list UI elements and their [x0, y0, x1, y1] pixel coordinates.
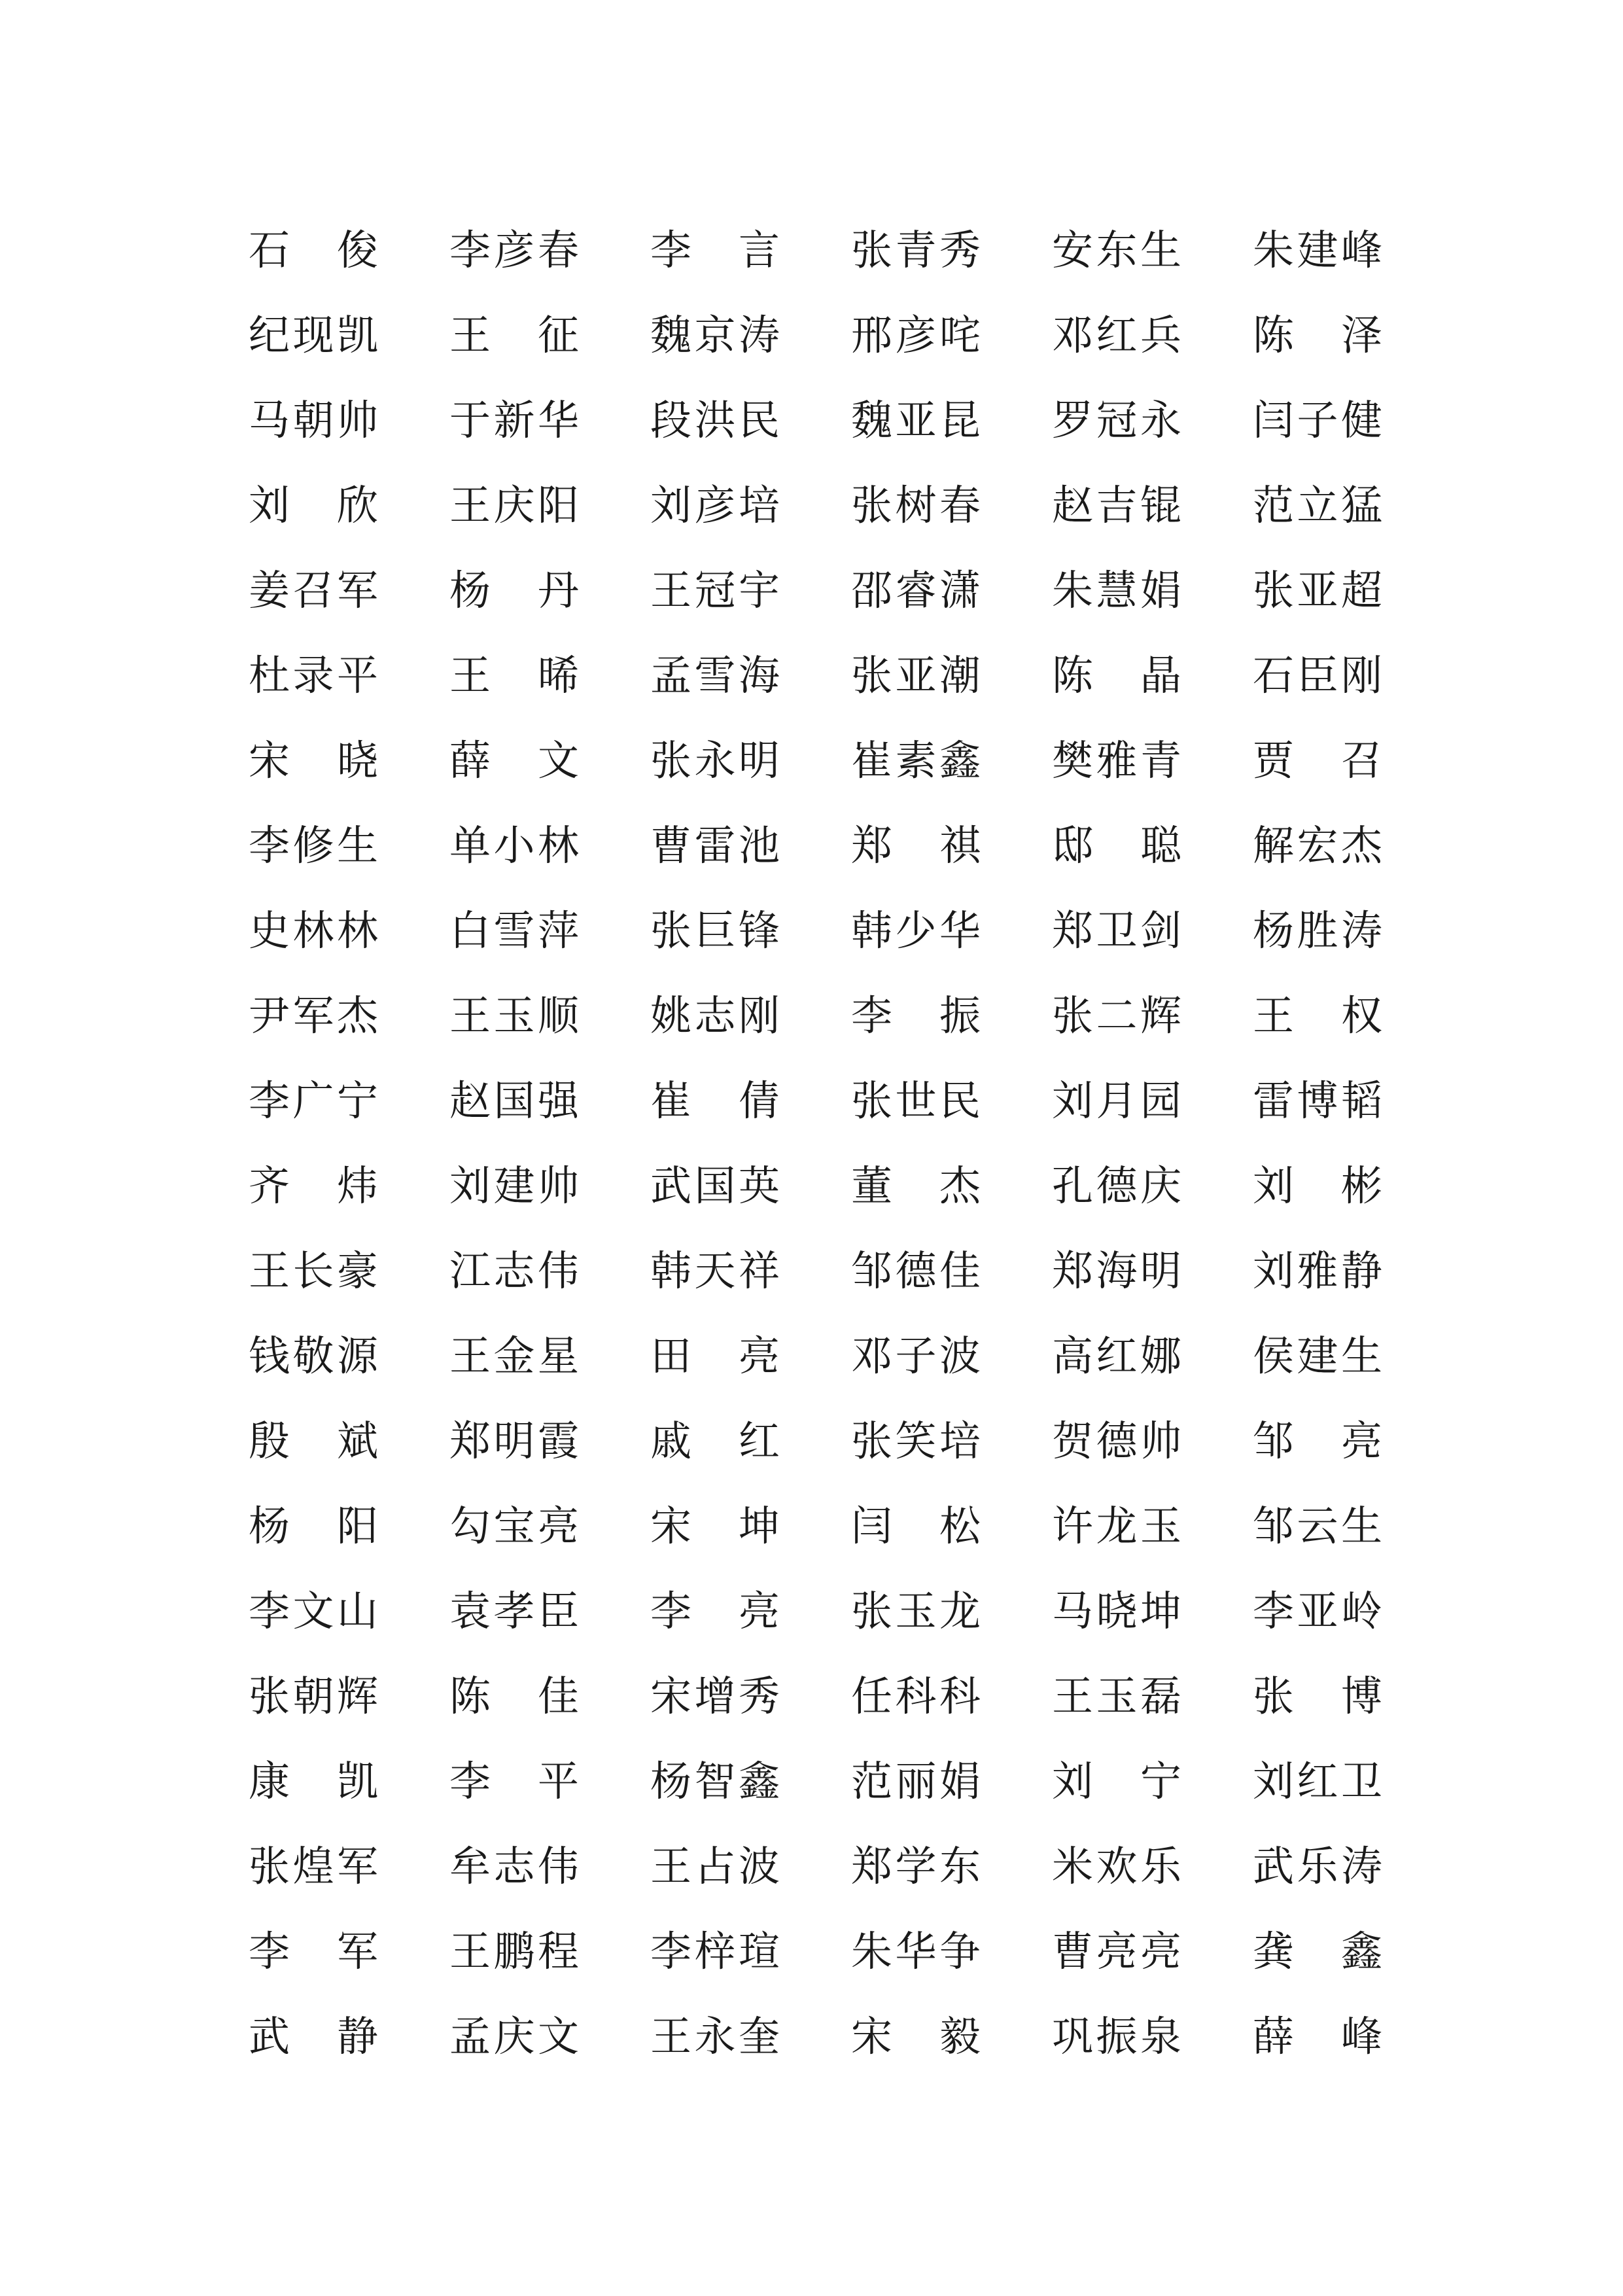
name-entry: 曹 亮 亮 [1052, 1928, 1181, 1975]
name-entry: 邹 德 佳 [851, 1247, 981, 1295]
name-entry: 刘 建 帅 [449, 1162, 579, 1210]
name-entry: 张 二 辉 [1052, 992, 1181, 1040]
name-entry: 邓 子 波 [851, 1332, 981, 1380]
name-row [249, 1399, 1400, 1484]
name-entry: 李 军 [249, 1928, 378, 1975]
name-entry: 王 金 星 [449, 1332, 579, 1380]
name-row [249, 1654, 1400, 1739]
name-entry: 马 晓 坤 [1052, 1587, 1181, 1635]
name-entry: 范 丽 娟 [851, 1757, 981, 1805]
name-entry: 王 长 豪 [249, 1247, 378, 1295]
name-entry: 段 洪 民 [650, 397, 780, 444]
name-entry: 刘 宁 [1052, 1757, 1181, 1805]
name-entry: 王 权 [1253, 992, 1382, 1040]
name-entry: 王 冠 宇 [650, 567, 780, 614]
name-entry: 张 永 明 [650, 737, 780, 785]
name-entry: 李 彦 春 [449, 226, 579, 274]
name-entry: 田 亮 [650, 1332, 780, 1380]
name-entry: 刘 雅 静 [1253, 1247, 1382, 1295]
name-entry: 勾 宝 亮 [449, 1502, 579, 1550]
name-entry: 范 立 猛 [1253, 482, 1382, 529]
name-entry: 宋 增 秀 [650, 1672, 780, 1720]
name-entry: 韩 天 祥 [650, 1247, 780, 1295]
name-entry: 崔 倩 [650, 1077, 780, 1125]
name-entry: 薛 文 [449, 737, 579, 785]
name-entry: 邹 亮 [1253, 1417, 1382, 1465]
name-entry: 尹 军 杰 [249, 992, 378, 1040]
name-entry: 史 林 林 [249, 907, 378, 955]
name-row [249, 718, 1400, 804]
name-entry: 闫 松 [851, 1502, 981, 1550]
name-entry: 李 修 生 [249, 822, 378, 870]
name-entry: 李 梓 瑄 [650, 1928, 780, 1975]
name-entry: 张 煌 军 [249, 1843, 378, 1890]
name-row [249, 974, 1400, 1059]
name-entry: 石 臣 刚 [1253, 652, 1382, 699]
name-entry: 姚 志 刚 [650, 992, 780, 1040]
name-entry: 马 朝 帅 [249, 397, 378, 444]
name-entry: 刘 红 卫 [1253, 1757, 1382, 1805]
name-entry: 杨 智 鑫 [650, 1757, 780, 1805]
name-entry: 钱 敬 源 [249, 1332, 378, 1380]
name-entry: 王 鹏 程 [449, 1928, 579, 1975]
name-entry: 杨 胜 涛 [1253, 907, 1382, 955]
name-entry: 张 亚 潮 [851, 652, 981, 699]
name-entry: 雷 博 韬 [1253, 1077, 1382, 1125]
name-entry: 贾 召 [1253, 737, 1382, 785]
name-entry: 崔 素 鑫 [851, 737, 981, 785]
name-entry: 袁 孝 臣 [449, 1587, 579, 1635]
name-entry: 孟 庆 文 [449, 2013, 579, 2060]
name-row [249, 1569, 1400, 1654]
name-entry: 刘 彦 培 [650, 482, 780, 529]
name-entry: 王 征 [449, 311, 579, 359]
name-entry: 郑 卫 剑 [1052, 907, 1181, 955]
name-entry: 韩 少 华 [851, 907, 981, 955]
name-entry: 赵 国 强 [449, 1077, 579, 1125]
name-entry: 罗 冠 永 [1052, 397, 1181, 444]
name-entry: 赵 吉 锟 [1052, 482, 1181, 529]
name-entry: 张 玉 龙 [851, 1587, 981, 1635]
name-entry: 李 文 山 [249, 1587, 378, 1635]
name-entry: 朱 华 争 [851, 1928, 981, 1975]
name-row [249, 208, 1400, 293]
name-entry: 江 志 伟 [449, 1247, 579, 1295]
name-entry: 张 世 民 [851, 1077, 981, 1125]
name-entry: 宋 晓 [249, 737, 378, 785]
name-entry: 李 亮 [650, 1587, 780, 1635]
name-entry: 王 晞 [449, 652, 579, 699]
name-entry: 魏 亚 昆 [851, 397, 981, 444]
name-entry: 武 国 英 [650, 1162, 780, 1210]
name-entry: 殷 斌 [249, 1417, 378, 1465]
name-entry: 陈 泽 [1253, 311, 1382, 359]
name-entry: 解 宏 杰 [1253, 822, 1382, 870]
name-row [249, 633, 1400, 718]
name-entry: 武 静 [249, 2013, 378, 2060]
name-entry: 孟 雪 海 [650, 652, 780, 699]
name-entry: 王 玉 磊 [1052, 1672, 1181, 1720]
name-entry: 杜 录 平 [249, 652, 378, 699]
name-entry: 张 亚 超 [1253, 567, 1382, 614]
name-row [249, 1059, 1400, 1144]
name-entry: 魏 京 涛 [650, 311, 780, 359]
name-row [249, 1739, 1400, 1824]
name-entry: 纪 现 凯 [249, 311, 378, 359]
name-entry: 王 永 奎 [650, 2013, 780, 2060]
name-entry: 李 亚 岭 [1253, 1587, 1382, 1635]
name-entry: 石 俊 [249, 226, 378, 274]
name-row [249, 1229, 1400, 1314]
name-entry: 刘 欣 [249, 482, 378, 529]
name-entry: 武 乐 涛 [1253, 1843, 1382, 1890]
name-entry: 郑 明 霞 [449, 1417, 579, 1465]
name-entry: 高 红 娜 [1052, 1332, 1181, 1380]
name-entry: 杨 丹 [449, 567, 579, 614]
name-entry: 龚 鑫 [1253, 1928, 1382, 1975]
name-row [249, 1909, 1400, 1994]
name-entry: 邸 聪 [1052, 822, 1181, 870]
name-entry: 邹 云 生 [1253, 1502, 1382, 1550]
name-entry: 许 龙 玉 [1052, 1502, 1181, 1550]
name-entry: 李 言 [650, 226, 780, 274]
name-entry: 闫 子 健 [1253, 397, 1382, 444]
name-entry: 刘 彬 [1253, 1162, 1382, 1210]
name-row [249, 293, 1400, 378]
name-entry: 单 小 林 [449, 822, 579, 870]
name-entry: 朱 建 峰 [1253, 226, 1382, 274]
name-entry: 米 欢 乐 [1052, 1843, 1181, 1890]
name-entry: 樊 雅 青 [1052, 737, 1181, 785]
name-entry: 郑 祺 [851, 822, 981, 870]
name-entry: 贺 德 帅 [1052, 1417, 1181, 1465]
name-entry: 张 朝 辉 [249, 1672, 378, 1720]
name-entry: 董 杰 [851, 1162, 981, 1210]
name-entry: 邓 红 兵 [1052, 311, 1181, 359]
name-entry: 李 振 [851, 992, 981, 1040]
name-entry: 张 博 [1253, 1672, 1382, 1720]
name-entry: 于 新 华 [449, 397, 579, 444]
name-list [249, 208, 1400, 2079]
name-entry: 张 树 春 [851, 482, 981, 529]
name-entry: 曹 雷 池 [650, 822, 780, 870]
name-entry: 侯 建 生 [1253, 1332, 1382, 1380]
name-row [249, 1314, 1400, 1399]
name-entry: 刘 月 园 [1052, 1077, 1181, 1125]
name-entry: 张 青 秀 [851, 226, 981, 274]
name-row [249, 1144, 1400, 1229]
name-entry: 李 广 宁 [249, 1077, 378, 1125]
name-row [249, 1994, 1400, 2079]
name-entry: 孔 德 庆 [1052, 1162, 1181, 1210]
name-entry: 郑 海 明 [1052, 1247, 1181, 1295]
name-entry: 牟 志 伟 [449, 1843, 579, 1890]
name-row [249, 548, 1400, 633]
name-entry: 陈 佳 [449, 1672, 579, 1720]
name-entry: 齐 炜 [249, 1162, 378, 1210]
name-entry: 戚 红 [650, 1417, 780, 1465]
name-entry: 王 占 波 [650, 1843, 780, 1890]
name-entry: 邢 彦 咤 [851, 311, 981, 359]
name-entry: 安 东 生 [1052, 226, 1181, 274]
name-entry: 郑 学 东 [851, 1843, 981, 1890]
name-entry: 王 庆 阳 [449, 482, 579, 529]
name-row [249, 463, 1400, 548]
name-entry: 王 玉 顺 [449, 992, 579, 1040]
name-entry: 姜 召 军 [249, 567, 378, 614]
name-row [249, 1484, 1400, 1569]
name-entry: 薛 峰 [1253, 2013, 1382, 2060]
name-entry: 张 笑 培 [851, 1417, 981, 1465]
name-row [249, 378, 1400, 463]
name-entry: 白 雪 萍 [449, 907, 579, 955]
name-entry: 李 平 [449, 1757, 579, 1805]
name-entry: 杨 阳 [249, 1502, 378, 1550]
name-entry: 康 凯 [249, 1757, 378, 1805]
name-entry: 任 科 科 [851, 1672, 981, 1720]
name-row [249, 804, 1400, 889]
name-row [249, 889, 1400, 974]
name-entry: 张 巨 锋 [650, 907, 780, 955]
name-entry: 宋 坤 [650, 1502, 780, 1550]
name-entry: 朱 慧 娟 [1052, 567, 1181, 614]
name-entry: 陈 晶 [1052, 652, 1181, 699]
name-entry: 邵 睿 潇 [851, 567, 981, 614]
name-entry: 巩 振 泉 [1052, 2013, 1181, 2060]
name-row [249, 1824, 1400, 1909]
name-entry: 宋 毅 [851, 2013, 981, 2060]
